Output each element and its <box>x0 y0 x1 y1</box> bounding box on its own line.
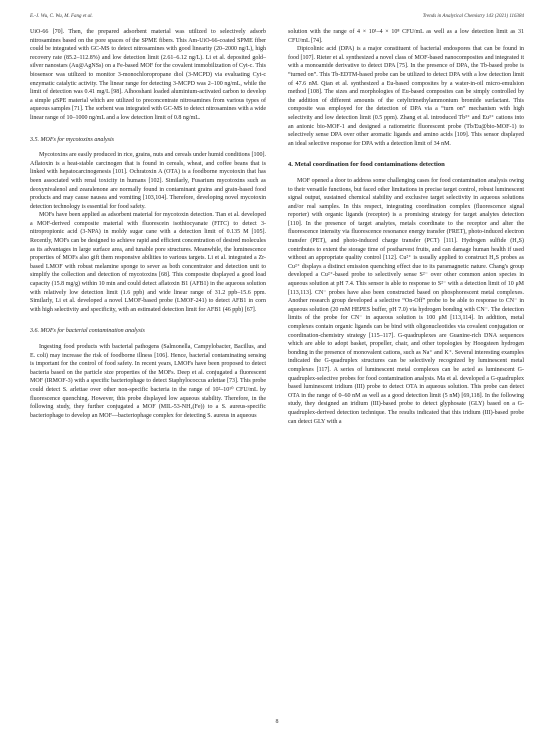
header-authors: E.-J. Wu, C. Wu, M. Fang et al. <box>30 14 93 19</box>
paragraph: solution with the range of 4 × 10¹–4 × 10⁸ CFU/mL as well as a low detection limit as 31 CFU/mL [74]. <box>288 29 524 44</box>
section-heading: 3.6. MOFs for bacterial contamination analysis <box>30 328 145 335</box>
paragraph: MOF opened a door to address some challenging cases for food contamination analysis owing to their versatile functions, but faced other limitations in precise target control, robust luminescent signal output, sustained chemical stability and exclusive target selectivity in aqueous solutions and/or real samples. In this respect, integrating coordination complex (fluorescence signal reporter) with organic ligands (receptor) is a promising strategy for target analytes detection [110]. In the presence of target analytes, metals coordinate to the receptor and alter the fluorescence intensity via fluorescence resonance energy transfer (FRET), photo-induced electron transfer (PET), and photo-induced charge transfer (PCT) [111]. Hydrogen sulfide (H₂S) contributes to extent the storage time of postharvest fruits, and can damage human health if used without an appropriate quality control [112]. Cu²⁺ is usually applied to construct H₂S probes as Cu²⁺ displays a distinct emission quenching effect due to its paramagnetic nature. Chang's group developed a Cu²⁺-based probe to selectively sense S²⁻ over other common anion species in aqueous solution at pH 7.4. This sensor is able to response to S²⁻ with a detection limit of 10 μM [113,113]. CN⁻ probes have also been constructed based on phosphorescent metal complexes. Another research group developed a selective “On-Off” probe to be able to response to CN⁻ in aqueous solution (20 mM HEPES buffer, pH 7.0) via hydrogen bonding with CN⁻. The detection limits of the probe for CN⁻ in aqueous solution is 100 μM [113,114]. In addition, metal complexes contain organic ligands can be bind with oligonucleotides via covalent conjugation or coordination-chemistry strategy [115–117]. G-quadruplexes are Guanine-rich DNA sequences which are able to adopt basket, propeller, chair, and other topologies by Hoogsteen hydrogen bonding in the presence of monovalent cations, such as Na⁺ and K⁺. Several interesting examples indicated the G-quadruplex structures can be selectively recognized by luminescent metal complexes [117]. A series of luminescent metal complexes can be acted as luminescent G-quadruplex-selective probes for food contamination analysis. Ma et al. developed a G-quadruplex based luminescent iridium (III) probe to detect OTA in aqueous solution. This probe can detect OTA in the range of 0–60 nM as well as a good detection limit (5 nM) [69,118]. In the following study, they designed an iridium (III)-based probe to detect glyphosate (GLY) based on a G-quadruplex-derived detection technique. The results indicated that this iridium (III)-based probe can detect GLY with a <box>288 177 524 425</box>
paragraph: Mycotoxins are easily produced in rice, grains, nuts and cereals under humid conditions [100]. Aflatoxin is a heat-stable carcinogen that is found in cereals, wheat, and coffee beans that is linked with hepatocarcinogenesis [101]. Ochratoxin A (OTA) is a foodborne mycotoxin that has been associated with renal toxicity in humans [102]. Similarly, Fusarium mycotoxins such as deoxynivalenol and zearalenone are normally found in contaminant grains and grain-based food products and may cause nausea and vomiting [103,104]. Therefore, developing novel mycotoxin detection technology is essential for food safety. <box>30 152 266 210</box>
section-heading: 3.5. MOFs for mycotoxins analysis <box>30 136 114 143</box>
paragraph: MOFs have been applied as adsorbent material for mycotoxin detection. Tian et al. developed a MOF-derived composite material with fluorescein isothiocyanate (FITC) to detect 3-nitropropionic acid (3-NPA) in moldy sugar cane with a detection limit of 0.135 M [105]. Recently, MOFs can be designed to achieve rapid and efficient concentration of desired molecules as its advantages in large surface area, and tunable pore structures. Meanwhile, the luminescence properties of MOFs also gift them responsive abilities to various targets. Li et al. integrated a Zr-based LMOF with robust melamine sponge to sever as both concentrator and detection unit to simplify the collection and detection of mycotoxins [68]. This composite displayed a good load capacity (15.8 mg/g) within 10 min and could detect aflatoxin B1 (AFB1) in the aqueous solution with relatively low detection limit (1.6 ppb) and wide linear range of 31.2 ppb–15.6 ppm. Similarly, Li et al. developed a novel LMOF-based probe (LMOF-241) to detect AFB1 in corn with high selectivity and specificity, with an estimated detection limit for AFB1 (46 ppb) [67]. <box>30 212 266 313</box>
paragraph: UiO-66 [70]. Then, the prepared adsorbent material was utilized to selectively adsorb nitrosamines based on the pore spaces of the SPME fibers. This Am-UiO-66-coated SPME fiber could be integrated with GC-MS to detect nitrosamines with good linearity (20–2000 ng/L), high recovery rate (85.2–112.8%) and low detection limit (2.61–6.12 ng/L). Li et al. deposited gold–silver nanostars (Au@AgNSs) on a Fe-based MOF for the covalent immobilization of Cyt-c. This biosensor was utilized to monitor 3-monochloropropane diol (3-MCPD) via evaluating Cyt-c enzymatic catalytic activity. The linear range for detecting 3-MCPD was 2–100 ng/mL, while the limit of detection was 0.41 mg/L [98]. Alhooshani loaded aluminium-activated carbon to develop a simple μSPE material which are utilized to preconcentrate nitrosamines from various types of aqueous samples [71]. The sorbent was integrated with GC-MS to detect nitrosamines with a wide linear range of 10–1000 ng/mL and a low detection limit of 0.8 ng/mL. <box>30 29 267 121</box>
page-number: 8 <box>275 719 279 725</box>
left-column <box>30 28 266 420</box>
paragraph: Dipicolinic acid (DPA) is a major constituent of bacterial endospores that can be found in food [107]. Rieter et al. synthesized a novel class of MOF-based nanocomposites and integrated it with a monoamide derivative to detect DPA [75]. In the presence of DPA, the Tb-based probe is “turned on”. This Tb-EDTM-based probe can be utilized to detect DPA with a low detection limit of 47.6 nM. Qian et al. synthesized a Eu-based composites by a water-in-oil micro-emulsion method [108]. The sizes and morphologies of Eu-based composites can be simply controlled by the addition of different amounts of the cetyltrimethylammonium bromide surfactant. This composite was employed for the detection of DPA via a “turn on” mechanism with high selectivity and low detection limit (0.5 ppm). Zhang et al. introduced Tb³⁺ and Eu³⁺ cations into an anionic bio-MOF-1 and designed a ratiometric fluorescent probe (Tb/Eu@bio-MOF-1) to selectively sense DPA over other aromatic ligands and amino acids [109]. This sensor displayed an ideal selective response for DPA with a detection limit of 34 nM. <box>288 46 524 147</box>
paragraph: Ingesting food products with bacterial pathogens (Salmonella, Campylobacter, Bacillus, and E. coli) may increase the risk of foodborne illness [106]. Hence, bacterial contaminating sensing is important for the control of food safety. In recent years, LMOFs have been proposed to detect bacteria based on the particle size properties of the MOFs. Deep et al. conjugated a fluorescent MOF (IRMOF-3) with a specific bacteriophage to detect Staphylococcus arlettae [73]. This probe could detect S. arlettae over other non-specific bacteria in the range of 10²–10¹⁰ CFU/mL by fluorescence quenching. However, this probe displayed low aqueous stability. Therefore, in the following study, they further conjugated a MOF (MIL-53-NH₂(Fe)) to a S. aureus-specific bacteriophage to develop an MOF—bacteriophage complex for detecting S. aureus in aqueous <box>30 344 266 419</box>
right-column <box>288 28 524 426</box>
section-heading: 4. Metal coordination for food contaminations detection <box>288 161 445 169</box>
header-journal: Trends in Analytical Chemistry 143 (2021) 116384 <box>422 14 524 19</box>
running-header <box>30 14 524 24</box>
